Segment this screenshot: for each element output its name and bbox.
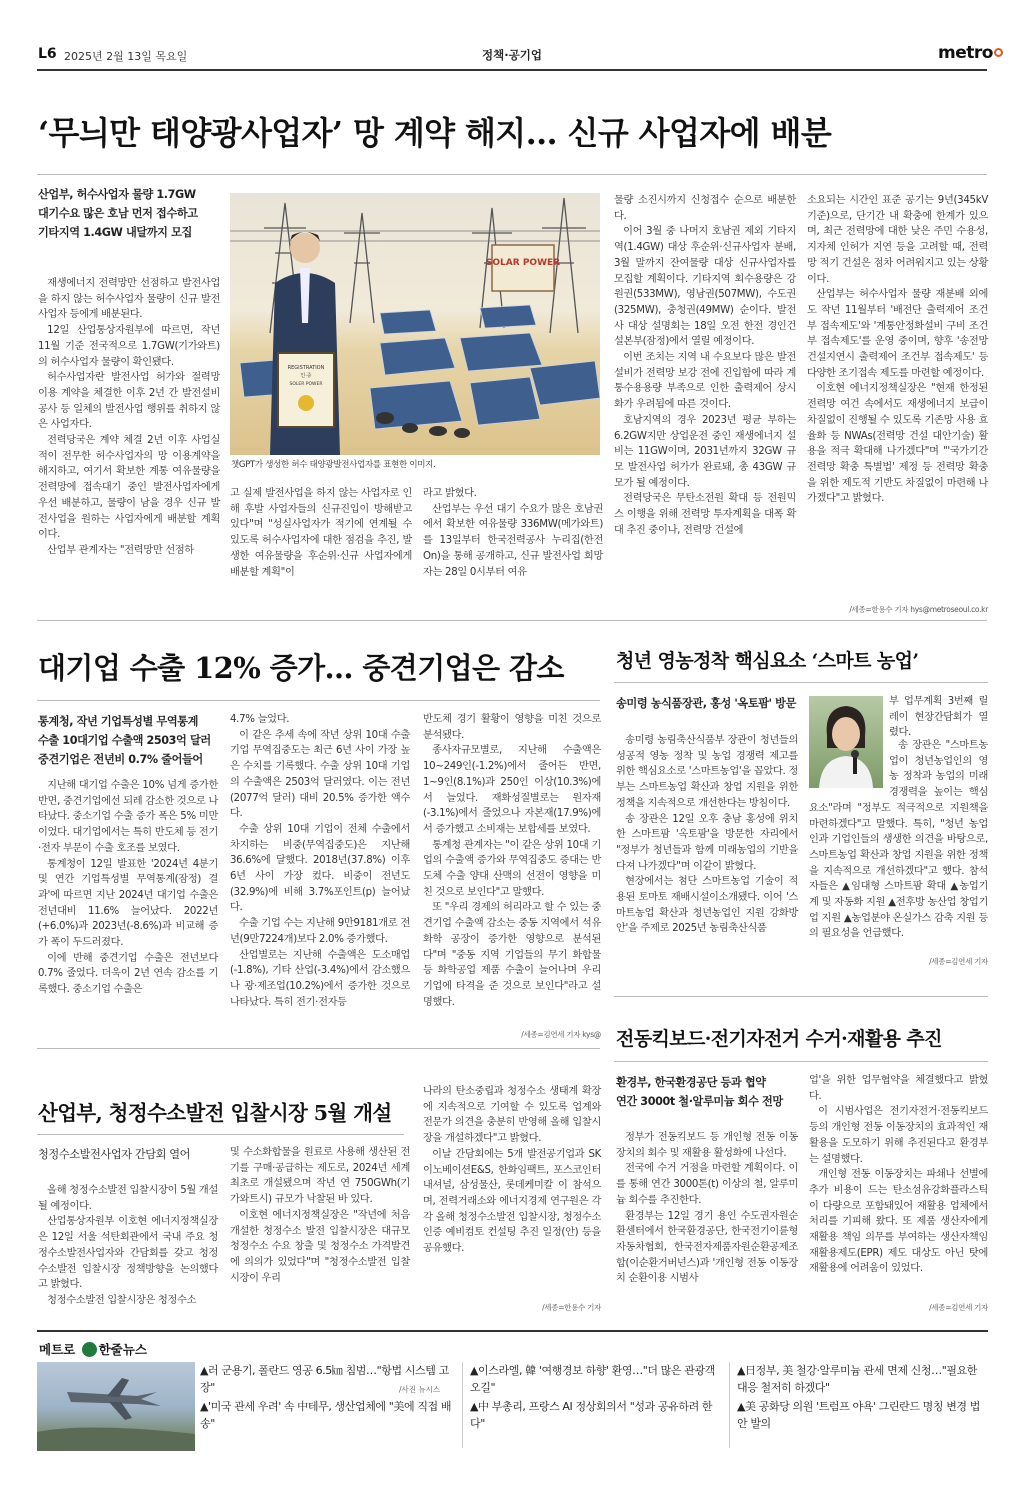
news-divider-1 [462,1362,463,1448]
art1-col4 [614,193,796,538]
art1-col3 [423,486,603,580]
art3-col2a [889,694,988,741]
para: 나라의 탄소중립과 청정수소 생태계 확장에 지속적으로 기여할 수 있도록 업계와 전문가 의견을 충분히 반영해 올해 입찰시장을 개설하겠다"고 밝혔다. [423,1086,601,1145]
para: 4.7% 늘었다. [230,714,290,725]
art3-col1 [616,733,798,937]
para: 산업별로는 지난해 수출액은 도소매업(-1.8%), 기타 산업(-3.4%)에서 감소했으나 광·제조업(10.2%)에서 증가한 것으로 나타났다. 특히 전기·전자등 [230,949,410,1008]
news-col1 [200,1362,455,1432]
news-top-rule [37,1330,988,1332]
art5-col2 [809,1073,988,1277]
art5-headline: 전동킥보드·전기자전거 수거·재활용 추진 [616,1028,942,1050]
news-photo [37,1362,195,1451]
para: 허수사업자란 발전사업 허가와 절력망 이용 계약을 체결한 이후 2년 간 발전설비 공사 등 일체의 발전사업 행위를 취하지 않은 사업자다. [38,372,220,431]
para: 전력당국은 계약 체결 2년 이후 사업실적이 전무한 허수사업자의 망 이용계약을 해지하고, 여기서 확보한 계통 여유물량을 전력망에 접속대기 중인 발전사업자에게 우선 배분하고, 물량이 남을 경우 신규 발전사업을 원하는 사업자에게 배분할 계획이다. [38,435,220,541]
para: 올해 청정수소발전 입찰시장이 5월 개설될 예정이다. [38,1185,218,1212]
para: 물량 소진시까지 신청접수 순으로 배분한다. [614,195,796,222]
news-item[interactable]: ▲日정부, 美 철강·알루미늄 관세 면제 신청…"필요한 대응 철저히 하겠다" [737,1364,978,1394]
art2-bottom-rule [37,1048,600,1049]
art1-headline: ‘무늬만 태양광사업자’ 망 계약 해지… 신규 사업자에 배분 [38,114,832,152]
para: 통계청이 12일 발표한 '2024년 4분기 및 연간 기업특성별 무역통계(잠정) 결과'에 따르면 지난 2024년 대기업 수출은 전년대비 11.6% 늘어났다. 2022년(+6.0%)과 2023년(-8.6%)과 비교해 증가 폭이 두드러졌다. [38,858,218,949]
para: 산업부는 허수사업자 물량 재분배 외에도 작년 11월부터 '배전단 출력제어 조건부 접속제도'와 '계통안정화설비 구비 조건부 접속제도'를 운영 중이며, 향후 '송전망 건설지연시 출력제어 조건부 접속제도' 등 다양한 조기접속 제도를 마련할 예정이다. [807,289,988,379]
para: 이날 간담회에는 5개 발전공기업과 SK이노베이션E&S, 한화임팩트, 포스코인터내셔널, 삼성물산, 롯데케미칼 이 참석으며, 전력거래소와 에너지경제 연구원은 각각 올해 청정수소발전 입찰시장, 청정수소인증 예비컴토 컨설팅 추진 일정(안) 등을 공유했다. [423,1148,601,1255]
para: 송 장관은 12일 오후 충남 홍성에 위치한 스마트팜 '옥토팜'을 방문한 자리에서 "정부가 청년들과 함께 미래농업의 기반을 다져 나가겠다"며 이같이 밝혔다. [616,813,798,872]
art2-rule [37,700,600,701]
para: 산업부는 우선 대기 수요가 많은 호남권에서 확보한 여유물량 336MW(메가와트)를 13일부터 한국전력공사 누리집(한전On)을 통해 공개하고, 신규 발전사업 희망자는 28일 0시부터 여유 [423,503,603,578]
solar-sign [492,245,554,291]
art5-rule [614,1061,988,1062]
para: 지난해 대기업 수출은 10% 넘게 증가한 반면, 중견기업에선 되레 감소한 것으로 나타났다. 중소기업 수출 증가 폭은 5% 미만이었다. 대기업에서는 특히 반도체 등 전기·전자 부문이 수출 호조를 보였다. [38,780,218,854]
para: 산업부 관계자는 "전력망만 선점하 [47,544,194,556]
para: 고 실제 발전사업을 하지 않는 사업자로 인해 후발 사업자들의 신규진입이 방해받고 있다"며 "성실사업자가 적기에 연계될 수 있도록 허수사업자에 대한 점검을 추진, 발생한 여유물량을 후순위·신규 사업자에게 배분할 계획"이 [230,488,412,578]
para: 개인형 전동 이동장치는 파쇄나 선별에 추가 비용이 드는 탄소섬유강화플라스틱이 다량으로 포함돼있어 재활용 업체에서 처리를 기피해 왔다. 또 제품 생산자에게 재활용 책임 의무를 부여하는 생산자책임재활용제도(EPR) 제도 대상도 아닌 탓에 재활용에 어려움이 있었다. [809,1169,988,1275]
news-item[interactable]: ▲中 부총리, 프랑스 AI 정상회의서 "성과 공유하려 한다" [470,1400,713,1430]
art1-col5 [807,193,988,507]
para: 정부가 전동킥보드 등 개인형 전동 이동장치의 회수 및 재활용 활성화에 나선다. [616,1132,798,1159]
art1-bottom-rule [37,620,987,621]
art5-sub2: 연간 3000t 철·알루미늄 회수 전망 [616,1095,783,1108]
para: 수출 기업 수는 지난해 9만9181개로 전년(9만7224개)보다 2.0% 증가했다. [230,918,410,945]
art3-rule [614,682,988,683]
art5-sub1: 환경부, 한국환경공단 등과 협약 [616,1076,766,1089]
para: 부 업무계획 3번째 릴레이 현장간담회가 열렸다. [889,696,988,739]
para: 전력당국은 무탄소전원 확대 등 전원믹스 이행을 위해 전력망 투자계획을 대폭 확대 추진 중이나, 전력망 건설에 [614,493,796,536]
art4-col1 [38,1183,218,1309]
businessman [270,232,340,455]
news-divider-2 [729,1362,730,1448]
art3-col2b [809,738,988,942]
art2-sub3: 중견기업은 전년비 0.7% 줄어들어 [38,753,203,766]
news-title [39,1340,147,1358]
section-title: 정책·공기업 [482,48,542,62]
art1-sub1: 산업부, 허수사업자 물량 1.7GW [38,188,196,201]
news-section [37,1330,988,1456]
news-brand-title: 한줄뉴스 [98,1342,147,1357]
para: 이어 3월 중 나머지 호남권 제외 기타지역(1.4GW) 대상 후순위·신규사업자 분배, 3월 말까지 잔여물량 대상 신규사업자를 모집할 계획이다. 기타지역 회수용량은 강원권(533MW), 영남권(507MW), 수도권(325MW), 충청권(49MW) 순이다. 발전사 대상 설명회는 18일 오전 한전 경인건설본부(잠정)에서 열릴 예정이다. [614,226,796,348]
para: 이호현 에너지정책실장은 "작년에 처음 개설한 청정수소 발전 입찰시장은 대규모 청정수소 수요 창출 및 청정수소 가격발견에 의의가 있었다"며 "청정수소발전 입찰시장이 우리 [230,1209,410,1284]
art1-col1 [38,276,220,559]
cert-line: 인·증 [300,373,312,379]
issue-date: 2025년 2월 13일 목요일 [64,50,188,63]
news-col2 [470,1362,722,1432]
news-globe-icon [82,1342,97,1357]
art1-caption: 챗GPT가 생성한 허수 태양광발전사업자를 표현한 이미지. [231,460,436,470]
art1-top-rule [37,174,987,175]
art3-byline: /세종=김연세 기자 [929,957,988,966]
art2-col1 [38,778,218,998]
logo-circle-icon [994,48,1003,57]
metro-logo [938,43,1003,63]
para: 전국에 수거 거점을 마련할 계획이다. 이를 통해 연간 3000톤(t) 이상의 철, 알루미늄 회수를 추진한다. [616,1163,798,1206]
cert-line2: SOLER POWER [289,382,323,387]
para: 종사자규모별로, 지난해 수출액은 10~249인(-1.2%)에서 줄어든 반면, 1~9인(8.1%)과 250인 이상(10.3%)에서 늘었다. 재화성질별로는 원자재(-3.1%)에서 줄었으나 자본재(17.9%)에서 증가했고 소비재는 보합세를 보였다. [423,745,601,835]
para: 호남지역의 경우 2023년 평균 부하는 6.2GW지만 상업운전 중인 재생에너지 설비는 11GW이며, 2031년까지 32GW 규모 발전사업 허가가 완료돼, 총 43GW 규모가 될 예정이다. [614,414,796,489]
art4-sub1: 청정수소발전사업자 간담회 열어 [38,1148,191,1161]
para: 이에 반해 중견기업 수출은 전년보다 0.7% 줄었다. 더욱이 2년 연속 감소를 기록했다. 중소기업 수출은 [38,952,218,996]
art2-col2 [230,712,410,1010]
art1-sub2: 대기수요 많은 호남 먼저 접수하고 [38,207,198,220]
news-item[interactable]: ▲'미국 관세 우려' 속 中테무, 생산업체에 "美에 직접 배송" [200,1400,452,1430]
art3-sub1: 송미령 농식품장관, 홍성 '옥토팜' 방문 [616,697,796,710]
para: 라고 밝혔다. [423,488,477,499]
solar-illustration [230,193,600,455]
news-item[interactable]: ▲이스라엘, 韓 '여행경보 하향' 환영…"더 많은 관광객 오길" [470,1364,715,1394]
para: 반도체 경기 활황이 영향을 미친 것으로 분석됐다. [423,714,601,741]
page-header [0,0,1024,72]
para: 현장에서는 첨단 스마트농업 기술이 적용된 토마토 재배시설이소개됐다. 이어 '스마트농업 확산과 청년농업인 지원 강화방안'을 주제로 2025년 농림축산식품 [616,876,798,935]
para: 이호현 에너지정책실장은 "현재 한정된 전력망 여건 속에서도 재생에너지 보급이 차질없이 진행될 수 있도록 기존망 사용 효율화 등 NWAs(전력망 건설 대안기술) 활용을 적극 확대해 나가겠다"며 "'국가기간 전력망 확충 특별법' 제정 등 전력망 확충을 위한 제도적 기반도 차질없이 마련해 나가겠다"고 밝혔다. [807,383,988,505]
header-rule [37,69,987,71]
para: 수출 상위 10대 기업이 전체 수출에서 차지하는 비중(무역집중도)은 지난해 36.6%에 달했다. 2018년(37.8%) 이후 6년 사이 가장 컸다. 비중이 전년도(32.9%)에 비해 3.7%포인트(p) 늘어났다. [230,823,410,914]
para: 이 같은 추세 속에 작년 상위 10대 수출기업 무역집중도는 최근 6년 사이 가장 높은 수치를 기록했다. 수출 상위 10대 기업의 수출액은 2503억 달러였다. 이는 전년(2077억 달러) 대비 20.5% 증가한 액수다. [230,729,410,820]
para: 또 "우리 경제의 허리라고 할 수 있는 중견기업 수출액 감소는 중동 지역에서 석유화학 공장이 증가한 영향으로 분석된다"며 "중동 지역 기업들의 무기 화합물 등 화학공업 제품 수출이 늘어나며 우리 기업에 타격을 준 것으로 보인다"라고 설명했다. [423,902,601,1008]
news-item[interactable]: ▲러 군용기, 폴란드 영공 6.5㎞ 침범…"항법 시스템 고장" [200,1364,449,1394]
para: 및 수소화합물을 원료로 사용해 생산된 전기를 구매·공급하는 제도로, 2024년 세계 최초로 개설됐으며 작년 연 750GWh(기가와트시) 규모가 낙찰된 바 있다. [230,1147,410,1206]
para: 업'을 위한 업무협약을 체결했다고 밝혔다. [809,1075,988,1102]
art2-byline: /세종=김연세 기자 kys@ [521,1030,601,1039]
art2-sub1: 통계청, 작년 기업특성별 무역통계 [38,715,199,728]
art3-bottom-rule [614,996,988,997]
metro-logo-text: metro [938,43,993,63]
art1-byline: /세종=한용수 기자 hys@metroseoul.co.kr [849,605,988,614]
para: 환경부는 12일 경기 용인 수도권자원순환센터에서 한국환경공단, 한국전기이륜형자동차협회, 한국전자제품자원순환공제조합(이순환거버넌스)과 '개인형 전동 이동장치 순환이용 시범사 [616,1210,798,1285]
para: 산업통상자원부 이호현 에너지정책실장은 12일 서울 석탄회관에서 국내 주요 청정수소발전사업자와 간담회를 갖고 청정수소발전 입찰시장 정책방향을 논의했다고 밝혔다. [38,1216,218,1291]
art4-headline: 산업부, 청정수소발전 입찰시장 5월 개설 [38,1101,392,1125]
news-item[interactable]: ▲美 공화당 의원 '트럼프 야욕' 그린란드 명칭 변경 법안 발의 [737,1400,980,1430]
cert-title: REGISTRATION [287,365,325,371]
para: 이 시범사업은 전기자전거·전동킥보드 등의 개인형 전동 이동장치의 효과적인 재활용을 도모하기 위해 추진된다고 환경부는 설명했다. [809,1106,988,1165]
photo-wrap-spacer [809,738,889,788]
art1-subheads [38,185,223,242]
art2-col3 [423,712,601,1010]
para: 송 장관은 "스마트농업이 청년농업인의 영농 정착과 농업의 미래 경쟁력을 높이는 핵심요소"라며 "정부도 적극적으로 지원책을 마련하겠다"고 말했다. 특히, "청년 농업인과 기업인들의 생생한 의견을 바탕으로, 스마트농업 확산과 창업 지원을 위한 정책을 지속적으로 개선하겠다"고 했다. 참석자들은 ▲임대형 스마트팜 확대 ▲농업기계 및 자동화 지원 ▲전후방 농산업 창업기업 지원 ▲농업분야 온실가스 감축 지원 등의 필요성을 언급했다. [809,740,988,940]
art4-byline: /세종=한용수 기자 [542,1303,601,1312]
solar-sign-text: SOLAR POWER [485,258,561,268]
art5-subheads [616,1073,798,1111]
para: 소요되는 시간인 표준 공기는 9년(345kV 기준)으로, 단기간 내 확충에 한계가 있으며, 최근 전력망에 대한 낮은 주민 수용성, 지자체 인허가 지연 등을 고려할 때, 전력망 적기 건설은 점차 어려워지고 있는 상황이다. [807,195,988,285]
para: 재생에너지 전력망만 선점하고 발전사업을 하지 않는 허수사업자 물량이 신규 발전사업자 등에게 배분된다. [38,278,220,321]
page-number: L6 [38,46,57,62]
news-brand-metro: 메트로 [39,1342,76,1357]
art5-byline: /세종=김연세 기자 [929,1303,988,1312]
jet-svg [37,1362,195,1451]
para: 12일 산업통상자원부에 따르면, 작년 11월 기준 전국적으로 1.7GW(기가와트)의 허수사업자 물량이 확인됐다. [38,325,220,368]
art4-col3 [423,1084,601,1257]
news-photo-credit: /사진 뉴시스 [399,1385,441,1394]
art4-rule [37,1134,404,1135]
art5-col1 [616,1130,798,1287]
para: 이번 조치는 지역 내 수요보다 많은 발전설비가 전력망 보강 전에 진입함에 따라 계통수용용량 부족으로 인한 출력제어 상시화가 우려됨에 따른 것이다. [614,352,796,411]
art2-headline: 대기업 수출 12% 증가… 중견기업은 감소 [38,651,564,685]
news-col3 [737,1362,988,1432]
para: 청정수소발전 입찰시장은 청정수소 [47,1294,197,1306]
art2-sub2: 수출 10대기업 수출액 2503억 달러 [38,734,211,747]
illustration-svg [230,193,600,455]
art4-col2 [230,1145,410,1286]
art2-subheads [38,712,223,769]
para: 송미령 농림축산식품부 장관이 청년들의 성공적 영농 정착 및 농업 경쟁력 제고를 위한 핵심요소로 '스마트농업'을 꼽았다. 정부는 스마트농업 확산과 창업 지원을 위한 정책을 지속적으로 개선한다는 방침이다. [616,735,798,809]
art3-headline: 청년 영농정착 핵심요소 ‘스마트 농업’ [616,650,919,672]
art1-sub3: 기타지역 1.4GW 내달까지 모집 [38,226,192,239]
art1-col2 [230,486,412,580]
para: 통계청 관계자는 "이 같은 상위 10대 기업의 수출액 증가와 무역집중도 증대는 반도체 수출 양대 산맥의 선전이 영향을 미친 것으로 보인다"고 말했다. [423,839,601,898]
